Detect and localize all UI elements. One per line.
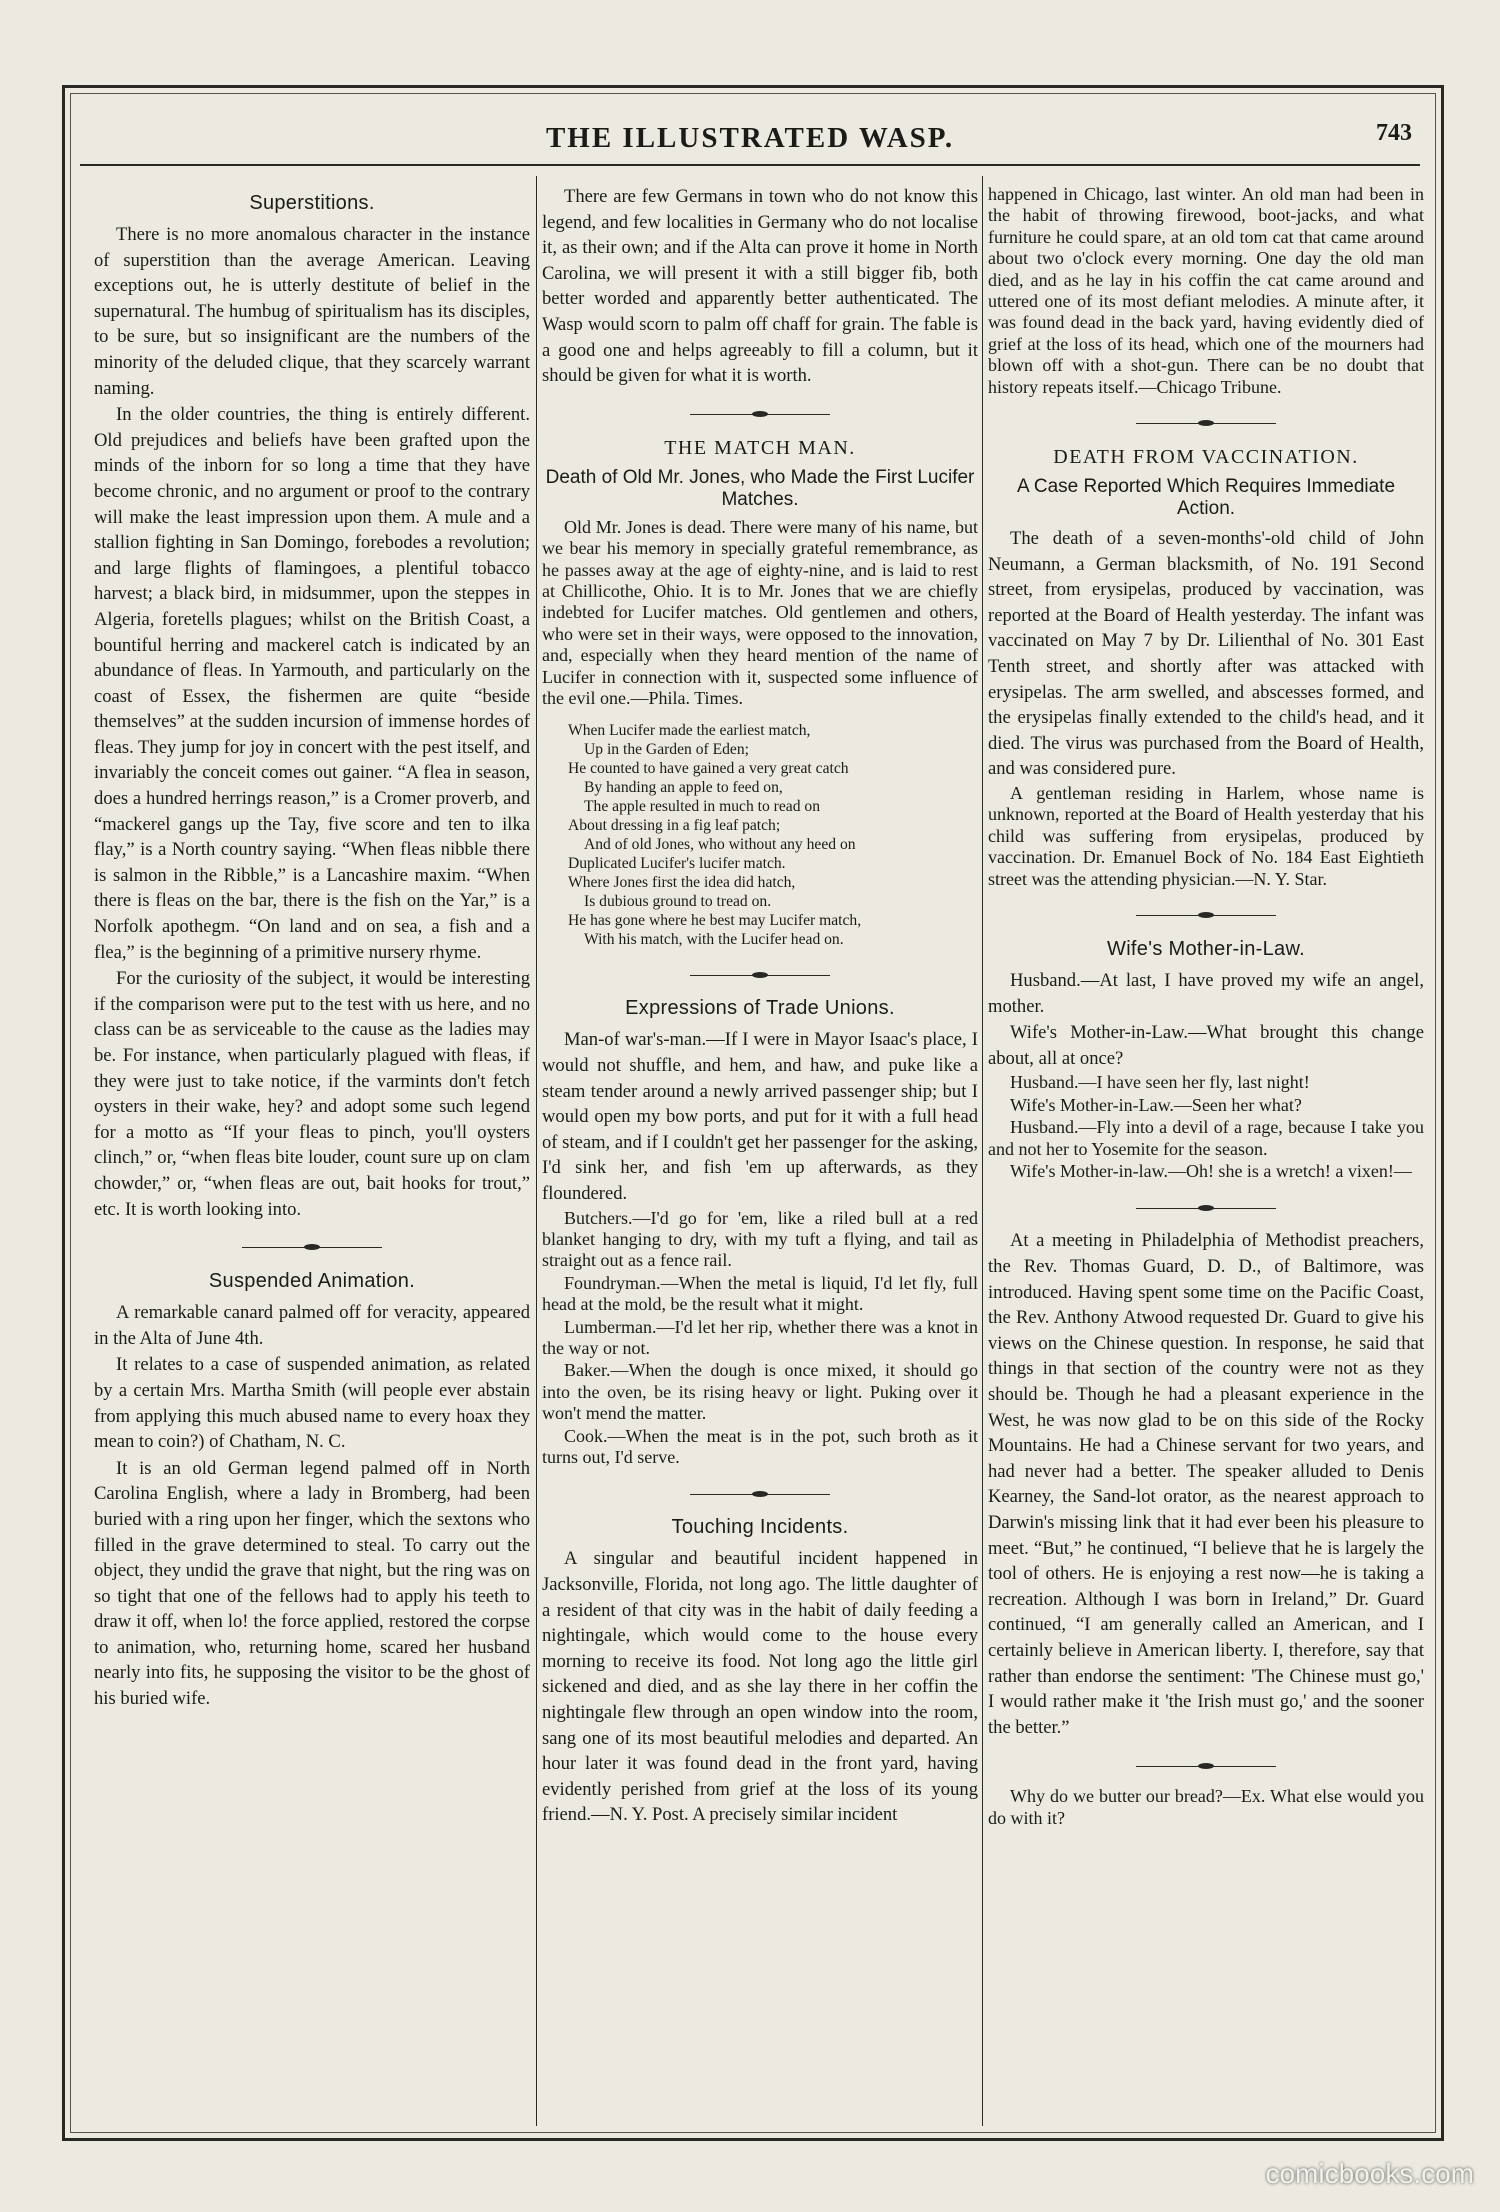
paragraph: Wife's Mother-in-Law.—Seen her what? bbox=[1010, 1094, 1302, 1115]
paragraph: It is an old German legend palmed off in North Carolina English, where a lady in Bromberg, had been buried with a ring upon her finger, which the sextons who filled in the grave determined to steal. To carry out the object, they undid the grave that night, but the ring was on so tight that one of the fellows had to apply his teeth to draw it off, when lo! the force applied, restored the corpse to animation, who, returning home, scared her husband nearly into fits, he supposing the visitor to be the ghost of his buried wife. bbox=[94, 1457, 530, 1710]
section-separator bbox=[988, 1194, 1424, 1216]
paragraph: Wife's Mother-in-Law.—What brought this change about, all at once? bbox=[988, 1022, 1424, 1069]
column-3 bbox=[988, 184, 1424, 2114]
paragraph: Lumberman.—I'd let her rip, whether there was a knot in the way or not. bbox=[542, 1316, 978, 1358]
watermark: comicbooks.com bbox=[1265, 2158, 1474, 2189]
article-heading: Expressions of Trade Unions. bbox=[625, 997, 895, 1020]
paragraph: Old Mr. Jones is dead. There were many of his name, but we bear his memory in specially grateful remembrance, as he passes away at the age of eighty-nine, and is laid to rest at Chillicothe, Ohio. It is to Mr. Jones that we are chiefly indebted for Lucifer matches. Old gentlemen and others, who were set in their ways, were opposed to the innovation, and, especially when they heard mention of the name of Lucifer in connection with it, suspected some influence of the evil one.—Phila. Times. bbox=[542, 516, 978, 708]
separator-ornament bbox=[1136, 423, 1276, 424]
column-1 bbox=[94, 184, 530, 2114]
separator-ornament bbox=[1136, 1208, 1276, 1209]
poem bbox=[568, 721, 978, 949]
article-heading: Suspended Animation. bbox=[208, 1270, 416, 1293]
masthead bbox=[80, 108, 1420, 166]
paragraph: Husband.—At last, I have proved my wife an angel, mother. bbox=[988, 970, 1424, 1017]
poem-line: About dressing in a fig leaf patch; bbox=[568, 817, 781, 835]
article-heading: DEATH FROM VACCINATION. bbox=[1053, 446, 1359, 469]
poem-line: He has gone where he best may Lucifer match, bbox=[568, 912, 862, 930]
poem-line: He counted to have gained a very great catch bbox=[568, 760, 849, 778]
paragraph: Husband.—Fly into a devil of a rage, because I take you and not her to Yosemite for the season. bbox=[988, 1117, 1424, 1159]
paragraph: At a meeting in Philadelphia of Methodist preachers, the Rev. Thomas Guard, D. D., of Baltimore, was introduced. Having spent some time on the Pacific Coast, the Rev. Anthony Atwood requested Dr. Guard to give his views on the Chinese question. In response, he said that things in that section of the country were not as they should be. Though he had a pleasant experience in the West, he was now glad to be on this side of the Rocky Mountains. He had a Chinese servant for two years, and had never had a better. The speaker alluded to Denis Kearney, the Sand-lot orator, as the nearest approach to Darwin's missing link that it had ever been his pleasure to meet. “But,” he continued, “I believe that he is largely the tool of others. He is enjoying a rest now—he is taking a recreation. Although I was born in Ireland,” Dr. Guard continued, “I am generally called an American, and I certainly believe in American liberty. I, therefore, say that rather than endorse the sentiment: 'The Chinese must go,' I would rather make it 'the Irish must go,' and the sooner the better.” bbox=[988, 1230, 1424, 1738]
separator-ornament bbox=[1136, 915, 1276, 916]
poem-line: And of old Jones, who without any heed on bbox=[584, 836, 856, 854]
paragraph: It relates to a case of suspended animation, as related by a certain Mrs. Martha Smith (will people ever abstain from applying this much abused name to every hoax they mean to coin?) of Chatham, N. C. bbox=[94, 1354, 530, 1453]
poem-line: Duplicated Lucifer's lucifer match. bbox=[568, 855, 786, 873]
section-separator bbox=[988, 410, 1424, 432]
paragraph: Man-of war's-man.—If I were in Mayor Isaac's place, I would not shuffle, and hem, and haw, and puke like a steam tender around a newly arrived passenger ship; but I would open my bow ports, and put for it with a full head of steam, and if I couldn't get her passenger for the asking, I'd sink her, and fish 'em up afterwards, as they floundered. bbox=[542, 1029, 978, 1204]
paragraph: Wife's Mother-in-law.—Oh! she is a wretch! a vixen!— bbox=[1010, 1161, 1412, 1182]
paragraph: A remarkable canard palmed off for veracity, appeared in the Alta of June 4th. bbox=[94, 1302, 530, 1349]
paragraph: A gentleman residing in Harlem, whose name is unknown, reported at the Board of Health yesterday that his child was suffering from erysipelas, produced by vaccination. Dr. Emanuel Bock of No. 184 East Eightieth street was the attending physician.—N. Y. Star. bbox=[988, 783, 1424, 889]
paragraph: There are few Germans in town who do not know this legend, and few localities in Germany who do not localise it, as their own; and if the Alta can prove it home in North Carolina, we will present it with a still bigger fib, both better worded and apparently better authenticated. The Wasp would scorn to palm off chaff for grain. The fable is a good one and helps agreeably to fill a column, but it should be given for what it is worth. bbox=[542, 186, 978, 387]
section-separator bbox=[988, 1752, 1424, 1774]
poem-line: Is dubious ground to tread on. bbox=[584, 893, 772, 911]
paragraph: The death of a seven-months'-old child of John Neumann, a German blacksmith, of No. 191 Second street, from erysipelas, produced by vaccination, was reported at the Board of Health yesterday. The infant was vaccinated on May 7 by Dr. Lilienthal of No. 301 East Tenth street, and shortly after was attacked with erysipelas. The arm swelled, and abscesses formed, and the erysipelas finally extended to the child's head, and it died. The virus was purchased from the Board of Health, and was considered pure. bbox=[988, 528, 1424, 780]
separator-ornament bbox=[690, 1494, 830, 1495]
article-heading: Touching Incidents. bbox=[671, 1516, 849, 1539]
section-separator bbox=[542, 1480, 978, 1502]
article-subheading: A Case Reported Which Requires Immediate Action. bbox=[1016, 476, 1396, 520]
masthead-title: THE ILLUSTRATED WASP. bbox=[545, 122, 955, 154]
paragraph: Foundryman.—When the metal is liquid, I'd let fly, full head at the mold, be the result what it might. bbox=[542, 1272, 978, 1315]
separator-ornament bbox=[690, 414, 830, 415]
paragraph: Butchers.—I'd go for 'em, like a riled bull at a red blanket hanging to dry, with my tuft a flying, and tail as straight out as a fence rail. bbox=[542, 1207, 978, 1271]
paragraph: In the older countries, the thing is entirely different. Old prejudices and beliefs have been grafted upon the minds of the inborn for so long a time that they have become chronic, and no argument or proof to the contrary will make the least impression upon them. A mule and a stallion fighting in San Domingo, forebodes a revolution; and large flights of flamingoes, a plentiful tobacco harvest; a black bird, in midsummer, upon the steppes in Algeria, foretells plagues; whilst on the British Coast, a bountiful herring and mackerel catch is indicated by an abundance of fleas. In Yarmouth, and particularly on the coast of Essex, the fishermen are quite “beside themselves” at the sudden incursion of immense hordes of fleas. They jump for joy in concert with the pest itself, and invariably the conceit comes out gainer. “A flea in season, does a hundred herrings reason,” is a Cromer proverb, and “mackerel gangs up the Tay, five score and ten to ilka flay,” is a North country saying. “When fleas nibble there is salmon in the Ribble,” is a Lancashire maxim. “When there is fleas on the bar, there is the fish on the Yar,” is a Norfolk apothegm. “On land and on sea, a fish and a flea,” is the beginning of a primitive nursery rhyme. bbox=[94, 404, 530, 963]
column-2 bbox=[542, 184, 978, 2114]
page-number: 743 bbox=[1376, 120, 1412, 146]
paragraph: There is no more anomalous character in the instance of superstition than the average American. Leaving exceptions out, he is utterly destitute of belief in the supernatural. The humbug of spiritualism has its disciples, to be sure, but so insignificant are the numbers of the minority of the deluded clique, that they scarcely warrant naming. bbox=[94, 224, 530, 399]
section-separator bbox=[988, 902, 1424, 924]
paragraph: Cook.—When the meat is in the pot, such broth as it turns out, I'd serve. bbox=[542, 1425, 978, 1468]
separator-ornament bbox=[690, 975, 830, 976]
article-heading: THE MATCH MAN. bbox=[664, 436, 856, 459]
section-separator bbox=[542, 961, 978, 983]
separator-ornament bbox=[1136, 1766, 1276, 1767]
poem-line: Up in the Garden of Eden; bbox=[584, 741, 749, 759]
column-rule bbox=[982, 176, 983, 2126]
article-heading: Superstitions. bbox=[249, 192, 375, 214]
paragraph: For the curiosity of the subject, it would be interesting if the comparison were put to the test with us here, and no class can be as serviceable to the cause as the ladies may be. For instance, when particularly plagued with fleas, if they were just to take notice, if the varmints don't fetch oysters in their wake, hey? and adopt some such legend for a motto as “If your fleas to pinch, you'll oysters clinch,” or, “when fleas bite louder, count sure up on clam chowder,” or, “when fleas are out, bait hooks for trout,” etc. It is worth looking into. bbox=[94, 968, 530, 1220]
paragraph: A singular and beautiful incident happened in Jacksonville, Florida, not long ago. The little daughter of a resident of that city was in the habit of daily feeding a nightingale, which would come to the house every morning to receive its food. Not long ago the little girl sickened and died, and as she lay there in her coffin the nightingale flew through an open window into the room, sang one of its most beautiful melodies and departed. An hour later it was found dead in the front yard, having evidently perished from grief at the loss of its young friend.—N. Y. Post. A precisely similar incident bbox=[542, 1548, 978, 1826]
paragraph: happened in Chicago, last winter. An old man had been in the habit of throwing firewood, boot-jacks, and what furniture he could spare, at an old tom cat that came around about two o'clock every morning. One day the old man died, and as he lay in his coffin the cat came around and uttered one of its most defiant melodies. A minute after, it was found dead in the back yard, having evidently died of grief at the loss of its head, which one of the mourners had blown off with a shot-gun. There can be no doubt that history repeats itself.—Chicago Tribune. bbox=[988, 184, 1424, 397]
separator-ornament bbox=[242, 1247, 382, 1248]
paragraph: Husband.—I have seen her fly, last night! bbox=[1010, 1072, 1310, 1093]
column-rule bbox=[536, 176, 537, 2126]
paragraph: Baker.—When the dough is once mixed, it should go into the oven, be its rising heavy or light. Puking over it won't mend the matter. bbox=[542, 1360, 978, 1424]
article-heading: Wife's Mother-in-Law. bbox=[1107, 938, 1305, 961]
section-separator bbox=[94, 1234, 530, 1256]
paragraph: Why do we butter our bread?—Ex. What else would you do with it? bbox=[988, 1786, 1424, 1828]
poem-line: With his match, with the Lucifer head on. bbox=[584, 931, 844, 949]
section-separator bbox=[542, 401, 978, 423]
poem-line: By handing an apple to feed on, bbox=[584, 779, 783, 797]
article-subheading: Death of Old Mr. Jones, who Made the First Lucifer Matches. bbox=[545, 466, 975, 510]
poem-line: Where Jones first the idea did hatch, bbox=[568, 874, 796, 892]
poem-line: When Lucifer made the earliest match, bbox=[568, 722, 811, 740]
poem-line: The apple resulted in much to read on bbox=[584, 798, 820, 816]
